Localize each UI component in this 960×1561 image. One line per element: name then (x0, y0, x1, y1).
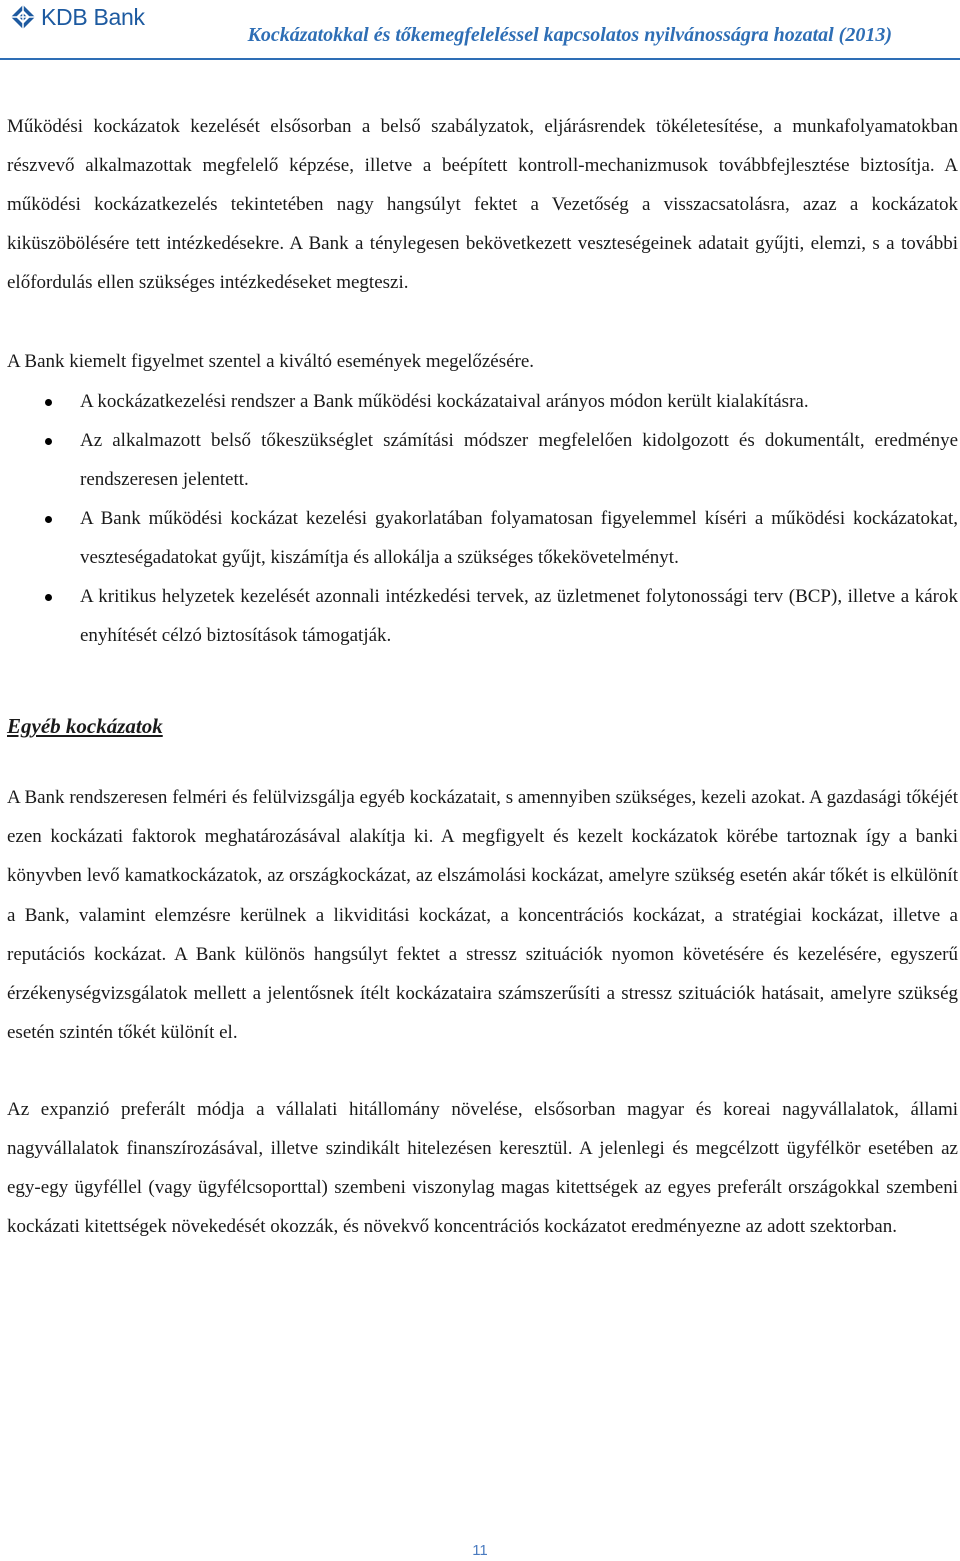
logo-text: KDB Bank (41, 4, 145, 30)
kdb-logo (10, 3, 145, 31)
header-divider (0, 58, 960, 60)
bullet-icon (45, 594, 52, 601)
section-heading: Egyéb kockázatok (7, 714, 163, 739)
bullet-list (7, 382, 958, 656)
page-number: 11 (472, 1542, 488, 1559)
document-title: Kockázatokkal és tőkemegfeleléssel kapcsolatos nyilvánosságra hozatal (2013) (247, 24, 892, 46)
bullet-icon (45, 399, 52, 406)
list-item: A kritikus helyzetek kezelését azonnali intézkedési tervek, az üzletmenet folytonossági terv (BCP), illetve a károk enyhítését célzó biztosítások támogatják. (7, 577, 958, 655)
list-item: A kockázatkezelési rendszer a Bank működési kockázataival arányos módon került kialakításra. (7, 382, 958, 421)
paragraph-operational-risk: Működési kockázatok kezelését elsősorban a belső szabályzatok, eljárásrendek tökéletesítése, a munkafolyamatokban részvevő alkalmazottak megfelelő képzése, illetve a beépített kontroll-mechanizmusok továbbfejlesztése biztosítja. A működési kockázatkezelés tekintetében nagy hangsúlyt fektet a Vezetőség a visszacsatolásra, azaz a kockázatok kiküszöbölésére tett intézkedésekre. A Bank a ténylegesen bekövetkezett veszteségeinek adatait gyűjti, elemzi, s a további előfordulás ellen szükséges intézkedéseket megteszi. (7, 116, 958, 294)
paragraph-other-risks: A Bank rendszeresen felméri és felülvizsgálja egyéb kockázatait, s amennyiben szükséges, kezeli azokat. A gazdasági tőkéjét ezen kockázati faktorok meghatározásával alakítja ki. A megfigyelt és kezelt kockázatok körébe tartoznak így a banki könyvben levő kamatkockázatok, az országkockázat, az elszámolási kockázat, amelyre szükség esetén akár tőkét is elkülönít a Bank, valamint elemzésre kerülnek a likviditási kockázat, a koncentrációs kockázat, a stratégiai kockázat, illetve a reputációs kockázat. A Bank különös hangsúlyt fektet a stressz szituációk nyomon követésére és kezelésére, egyszerű érzékenységvizsgálatok mellett a jelentősnek ítélt kockázataira számszerűsíti a stressz szituációk hatásait, amelyre szükség esetén szintén tőkét különít el. (7, 787, 958, 1043)
bullet-icon (45, 438, 52, 445)
list-item: A Bank működési kockázat kezelési gyakorlatában folyamatosan figyelemmel kíséri a működési kockázatokat, veszteségadatokat gyűjt, kiszámítja és allokálja a szükséges tőkekövetelményt. (7, 499, 958, 577)
list-item: Az alkalmazott belső tőkeszükséglet számítási módszer megfelelően kidolgozott és dokumentált, eredménye rendszeresen jelentett. (7, 421, 958, 499)
document-body (7, 107, 958, 1246)
page-header (0, 0, 960, 62)
paragraph-prevention: A Bank kiemelt figyelmet szentel a kiváltó események megelőzésére. (7, 351, 535, 373)
kdb-logo-icon (10, 4, 36, 30)
paragraph-expansion: Az expanzió preferált módja a vállalati hitállomány növelése, elsősorban magyar és koreai nagyvállalatok, állami nagyvállalatok finanszírozásával, illetve szindikált hitelezésen keresztül. A jelenlegi és megcélzott ügyfélkör esetében az egy-egy ügyféllel (vagy ügyfélcsoporttal) szembeni viszonylag magas kitettségek az egyes preferált országokkal szembeni kockázati kitettségek növekedését okozzák, és növekvő koncentrációs kockázatot eredményezne az adott szektorban. (7, 1098, 958, 1238)
bullet-icon (45, 516, 52, 523)
